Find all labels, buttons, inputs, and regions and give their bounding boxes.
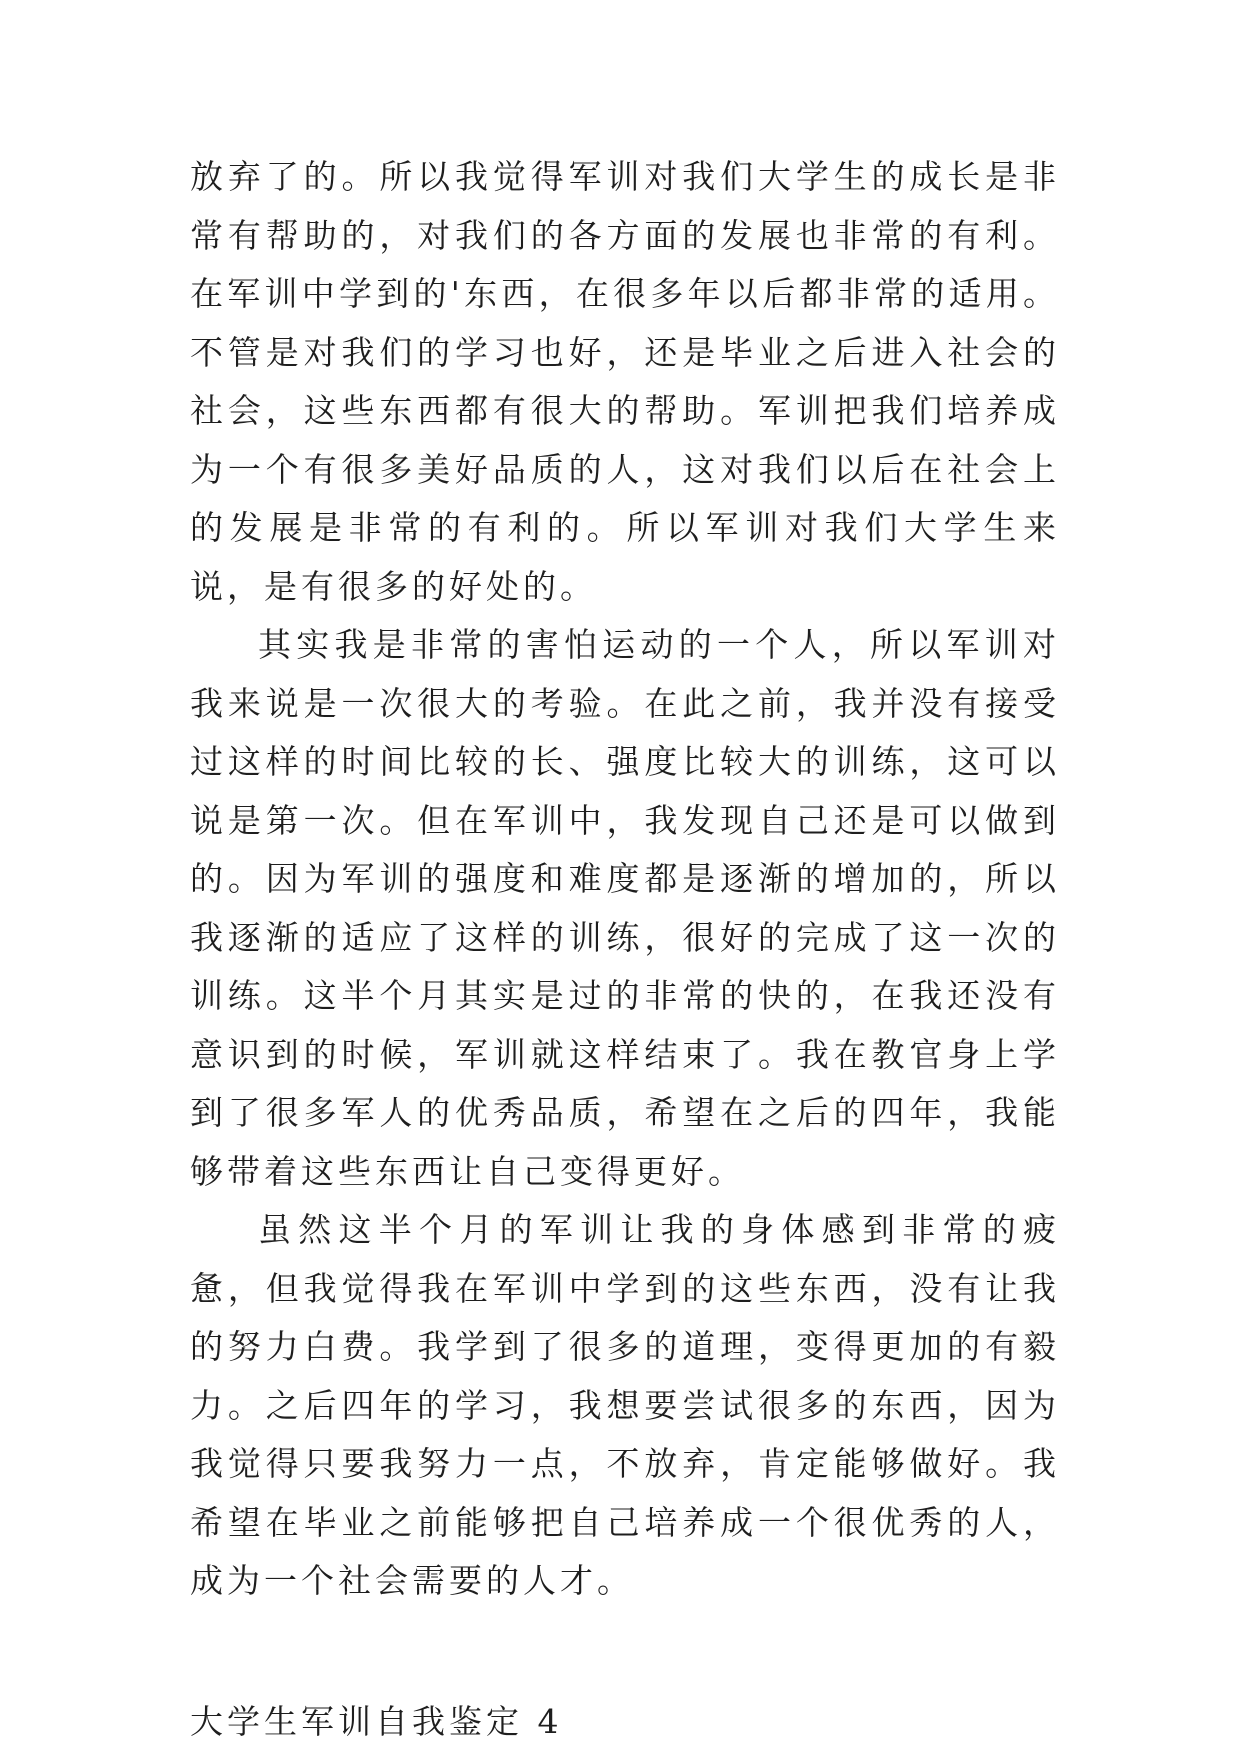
- section-heading: 大学生军训自我鉴定 4: [190, 1701, 563, 1741]
- paragraph-continuation: 放弃了的。所以我觉得军训对我们大学生的成长是非常有帮助的，对我们的各方面的发展也非常的有利。在军训中学到的'东西，在很多年以后都非常的适用。不管是对我们的学习也好，还是毕业之后进入社会的社会，这些东西都有很大的帮助。军训把我们培养成为一个有很多美好品质的人，这对我们以后在社会上的发展是非常的有利的。所以军训对我们大学生来说，是有很多的好处的。: [190, 157, 1060, 606]
- paragraph-fear-of-exercise: 其实我是非常的害怕运动的一个人，所以军训对我来说是一次很大的考验。在此之前，我并没有接受过这样的时间比较的长、强度比较大的训练，这可以说是第一次。但在军训中，我发现自己还是可以做到的。因为军训的强度和难度都是逐渐的增加的，所以我逐渐的适应了这样的训练，很好的完成了这一次的训练。这半个月其实是过的非常的快的，在我还没有意识到的时候，军训就这样结束了。我在教官身上学到了很多军人的优秀品质，希望在之后的四年，我能够带着这些东西让自己变得更好。: [190, 625, 1060, 1191]
- paragraph-conclusion: 虽然这半个月的军训让我的身体感到非常的疲惫，但我觉得我在军训中学到的这些东西，没有让我的努力白费。我学到了很多的道理，变得更加的有毅力。之后四年的学习，我想要尝试很多的东西，因为我觉得只要我努力一点，不放弃，肯定能够做好。我希望在毕业之前能够把自己培养成一个很优秀的人，成为一个社会需要的人才。: [190, 1210, 1060, 1600]
- document-body: [190, 148, 1060, 1751]
